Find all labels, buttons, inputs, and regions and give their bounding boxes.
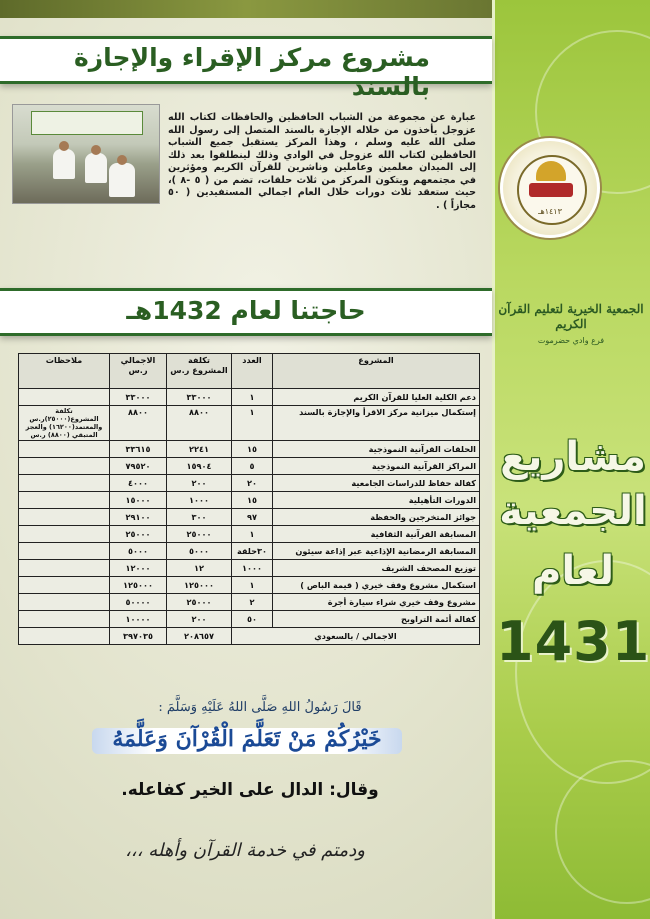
book-icon	[529, 183, 573, 197]
association-name: الجمعية الخيرية لتعليم القرآن الكريم	[498, 302, 644, 331]
cell-project: استكمال مشروع وقف خيري ( قيمة الباص )	[273, 577, 480, 594]
cell-project: إستكمال ميزانية مركز الاقرأ والإجازة بالسند	[273, 406, 480, 441]
cell-notes	[19, 560, 110, 577]
cell-count: ١	[232, 577, 273, 594]
photo-person	[85, 153, 107, 183]
photo-head	[91, 145, 101, 155]
project-banner	[0, 36, 492, 101]
cell-count: ١٠٠٠	[232, 560, 273, 577]
sidebar-title-line3: لعام	[532, 548, 614, 594]
table-row	[19, 509, 480, 526]
footer-notes	[19, 628, 110, 645]
cell-notes	[19, 509, 110, 526]
table-row	[19, 406, 480, 441]
project-title: مشروع مركز الإقراء والإجازة بالسند	[73, 43, 430, 101]
table-row	[19, 475, 480, 492]
header-cost-line2: المشروع ر.س	[170, 365, 228, 375]
cell-project: دعم الكلية العليا للقرآن الكريم	[273, 389, 480, 406]
cell-total: ٥٠٠٠٠	[110, 594, 167, 611]
cell-notes	[19, 475, 110, 492]
table-row	[19, 577, 480, 594]
cell-total: ٢٩١٠٠	[110, 509, 167, 526]
cell-notes	[19, 526, 110, 543]
cell-cost: ٣٠٠	[167, 509, 232, 526]
cell-total: ١٢٠٠٠	[110, 560, 167, 577]
header-cost	[167, 354, 232, 389]
sidebar-title-line1: مشاريع	[500, 434, 646, 480]
cell-total: ١٠٠٠٠	[110, 611, 167, 628]
cell-notes	[19, 611, 110, 628]
hadith-box	[92, 722, 402, 760]
header-total-line2: ر.س	[128, 365, 148, 375]
branch-name: فرع وادي حضرموت	[537, 336, 605, 345]
cell-notes	[19, 492, 110, 509]
cell-cost: ٨٨٠٠	[167, 406, 232, 441]
cell-count: ٥	[232, 458, 273, 475]
cell-total: ٧٩٥٢٠	[110, 458, 167, 475]
cell-notes	[19, 577, 110, 594]
cell-total: ١٢٥٠٠٠	[110, 577, 167, 594]
cell-count: ٥٠	[232, 611, 273, 628]
cell-notes	[19, 458, 110, 475]
cell-cost: ٣٣٠٠٠	[167, 389, 232, 406]
footer-cost: ٢٠٨٦٥٧	[167, 628, 232, 645]
cell-notes	[19, 543, 110, 560]
cell-project: المسابقة القرآنية الثقافية	[273, 526, 480, 543]
cell-notes	[19, 594, 110, 611]
cell-total: ٥٠٠٠	[110, 543, 167, 560]
table-row	[19, 389, 480, 406]
table-row	[19, 594, 480, 611]
table-row	[19, 492, 480, 509]
cell-project: المراكز القرآنية النموذجية	[273, 458, 480, 475]
cell-total: ٢٥٠٠٠	[110, 526, 167, 543]
cell-cost: ٥٠٠٠	[167, 543, 232, 560]
table-footer-row	[19, 628, 480, 645]
cell-cost: ٢٠٠	[167, 611, 232, 628]
intro-paragraph: عبارة عن مجموعة من الشباب الحافظين والحافظات لكتاب الله عزوجل يأخذون من خلاله الإجازة بالسند المتصل إلى رسول الله صلى الله عليه وسلم ، وهذا المركز يستقبل جميع الشباب الحافظين لكتاب الله عزوجل في الوادي وذلك لينطلقوا بعد ذلك إلى الميدان معلمين وعاملين وناشرين للقرآن الكريم ومؤثرين في مجتمعهم ويتكون المركز من ثلاث حلقات، تضم من ( ٥ -٨ )، حيث ستعقد ثلاث دورات خلال العام اجمالي المستفيدين ( ٥٠ مجازاً ) .	[168, 112, 476, 211]
cell-cost: ٢٠٠	[167, 475, 232, 492]
cell-project: جوائز المتخرجين والحفظة	[273, 509, 480, 526]
cell-cost: ١٠٠٠	[167, 492, 232, 509]
needs-banner	[0, 288, 492, 336]
header-total	[110, 354, 167, 389]
closing-text: ودمتم في خدمة القرآن وأهله ،،،	[125, 840, 365, 861]
footer-label: الاجمالي / بالسعودي	[232, 628, 480, 645]
photo-wall-banner	[31, 111, 143, 135]
cell-count: ١	[232, 526, 273, 543]
cell-notes	[19, 389, 110, 406]
needs-title: حاجتنا لعام 1432هـ	[126, 296, 366, 325]
sidebar-title-line2: الجمعية	[499, 488, 647, 534]
header-total-line1: الاجمالي	[120, 355, 156, 365]
footer-total: ٣٩٧٠٣٥	[110, 628, 167, 645]
header-cost-line1: تكلفة	[187, 355, 211, 365]
cell-cost: ٢٥٠٠٠	[167, 526, 232, 543]
cell-count: ١٥	[232, 441, 273, 458]
cell-project: توزيع المصحف الشريف	[273, 560, 480, 577]
table-row	[19, 611, 480, 628]
table-row	[19, 543, 480, 560]
cell-cost: ١٥٩٠٤	[167, 458, 232, 475]
project-photo	[12, 104, 160, 204]
header-count: العدد	[232, 354, 273, 389]
table-row	[19, 441, 480, 458]
cell-count: ٣٠حلقة	[232, 543, 273, 560]
cell-total: ٣٣٠٠٠	[110, 389, 167, 406]
header-notes: ملاحظات	[19, 354, 110, 389]
cell-count: ٩٧	[232, 509, 273, 526]
cell-total: ٨٨٠٠	[110, 406, 167, 441]
cell-project: الدورات التأهيلية	[273, 492, 480, 509]
photo-person	[109, 163, 135, 197]
sidebar-title-year: 1431	[496, 610, 650, 673]
header-project: المشروع	[273, 354, 480, 389]
cell-cost: ٢٢٤١	[167, 441, 232, 458]
hadith-text: خَيْرُكُمْ مَنْ تَعَلَّمَ الْقُرْآنَ وَعَلَّمَهُ	[112, 726, 382, 752]
logo-year: ١٤١٣هـ	[538, 207, 562, 216]
table-row	[19, 560, 480, 577]
cell-cost: ٢٥٠٠٠	[167, 594, 232, 611]
photo-head	[59, 141, 69, 151]
cell-project: مشروع وقف خيري شراء سيارة أجرة	[273, 594, 480, 611]
cell-project: كفالة حفاظ للدراسات الجامعية	[273, 475, 480, 492]
table-row	[19, 526, 480, 543]
cell-project: كفالة أئمة التراويح	[273, 611, 480, 628]
cell-count: ١	[232, 389, 273, 406]
cell-total: ١٥٠٠٠	[110, 492, 167, 509]
cell-total: ٣٣٦١٥	[110, 441, 167, 458]
association-logo	[500, 138, 600, 238]
swirl-ornament	[555, 760, 650, 904]
top-strip	[0, 0, 492, 18]
photo-head	[117, 155, 127, 165]
saying-text: وقال: الدال على الخير كفاعله.	[121, 780, 379, 800]
hadith-intro: قَالَ رَسُولُ اللهِ صَلَّى اللهُ عَلَيْهِ وَسَلَّمَ :	[158, 700, 362, 715]
cell-cost: ١٢	[167, 560, 232, 577]
table-header-row	[19, 354, 480, 389]
cell-cost: ١٢٥٠٠٠	[167, 577, 232, 594]
cell-count: ١٥	[232, 492, 273, 509]
cell-count: ٢	[232, 594, 273, 611]
cell-project: الحلقات القرآنية النموذجية	[273, 441, 480, 458]
cell-count: ١	[232, 406, 273, 441]
cell-total: ٤٠٠٠	[110, 475, 167, 492]
photo-person	[53, 149, 75, 179]
cell-notes: تكلفة المشروع(٢٥٠٠٠)ر.س والمعتمد(١٦٢٠٠) والعجز المتبقي (٨٨٠٠) ر.س	[19, 406, 110, 441]
projects-table	[18, 353, 480, 645]
cell-count: ٢٠	[232, 475, 273, 492]
table-row	[19, 458, 480, 475]
cell-project: المسابقة الرمضانية الإذاعية عبر إذاعة سيئون	[273, 543, 480, 560]
cell-notes	[19, 441, 110, 458]
